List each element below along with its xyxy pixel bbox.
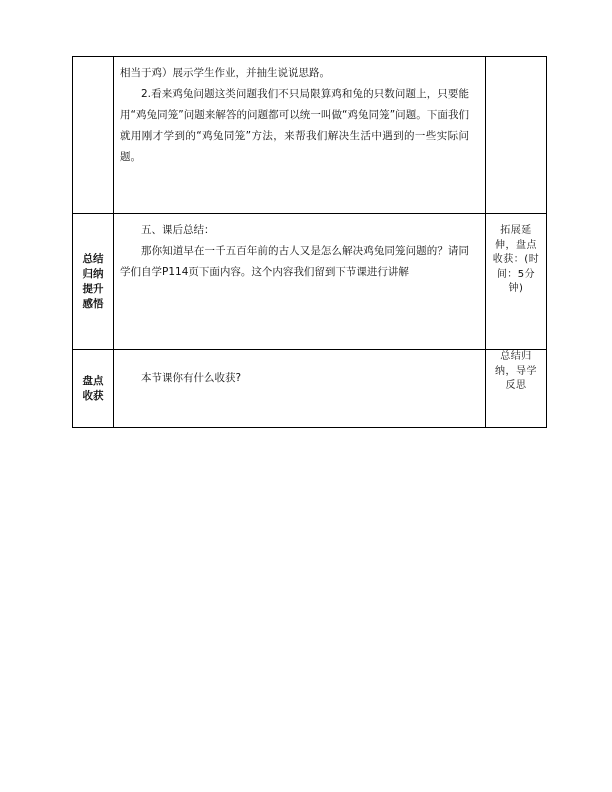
paragraph: 本节课你有什么收获?	[141, 372, 242, 384]
side-note: 总结归纳，导学反思	[486, 350, 547, 428]
table-row	[73, 214, 547, 350]
content-cell	[114, 57, 486, 214]
content-cell	[114, 350, 486, 428]
lesson-plan-table	[72, 56, 547, 428]
paragraph: 2.看来鸡兔问题这类问题我们不只局限算鸡和兔的只数问题上，只要能用“鸡兔同笼”问题来解答的问题都可以统一叫做“鸡兔同笼”问题。下面我们就用刚才学到的“鸡兔同笼”方法，来帮我们解决生活中遇到的一些实际问题。	[120, 88, 469, 163]
row-label	[73, 214, 114, 350]
table-row	[73, 350, 547, 428]
side-note: 拓展延伸，盘点收获：(时间：5分钟)	[486, 214, 547, 350]
row-label	[73, 350, 114, 428]
row-label-text: 总结归纳提升感悟	[82, 252, 104, 310]
paragraph: 那你知道早在一千五百年前的古人又是怎么解决鸡兔同笼问题的？请同学们自学P114页下面内容。这个内容我们留到下节课进行讲解	[120, 245, 469, 278]
section-heading: 五、课后总结：	[141, 224, 215, 236]
content-cell	[114, 214, 486, 350]
paragraph: 相当于鸡）展示学生作业，并抽生说说思路。	[120, 67, 330, 79]
row-label-text: 盘点收获	[82, 374, 104, 402]
side-note	[486, 57, 547, 214]
table-row	[73, 57, 547, 214]
row-label	[73, 57, 114, 214]
